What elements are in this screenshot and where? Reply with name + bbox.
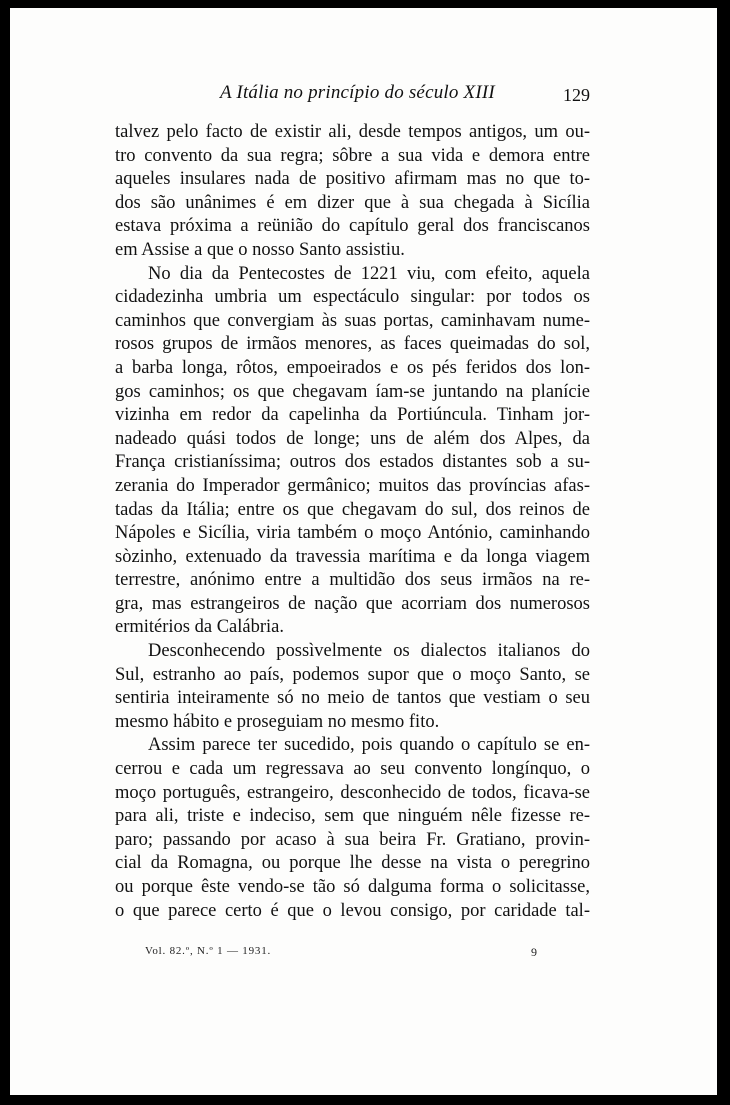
text-line: moço português, estrangeiro, desconhecido de todos, ficava-se xyxy=(115,782,590,803)
text-line: Assim parece ter sucedido, pois quando o capítulo se en- xyxy=(148,735,590,756)
text-line: ermitérios da Calábria. xyxy=(115,617,285,638)
text-line: Sul, estranho ao país, podemos supor que o moço Santo, se xyxy=(115,664,590,685)
text-line: cial da Romagna, ou porque lhe desse na vista o peregrino xyxy=(115,853,590,874)
text-line: paro; passando por acaso à sua beira Fr. Gratiano, provin- xyxy=(115,829,590,850)
text-line: Nápoles e Sicília, viria também o moço António, caminhando xyxy=(115,523,590,544)
text-line: terrestre, anónimo entre a multidão dos seus irmãos na re- xyxy=(115,570,590,591)
text-line: cerrou e cada um regressava ao seu convento longínquo, o xyxy=(115,759,590,780)
page-number: 129 xyxy=(563,85,590,105)
text-line: aqueles insulares nada de positivo afirmam mas no que to- xyxy=(115,169,590,190)
text-line: França cristianíssima; outros dos estados distantes sob a su- xyxy=(115,452,590,473)
text-line: estava próxima a reünião do capítulo geral dos franciscanos xyxy=(115,216,590,237)
text-line: para ali, triste e indeciso, sem que ninguém nêle fizesse re- xyxy=(115,806,590,827)
book-page xyxy=(10,8,717,1095)
text-line: gos caminhos; os que chegavam íam-se juntando na planície xyxy=(115,381,590,402)
text-line: rosos grupos de irmãos menores, as faces queimadas do sol, xyxy=(115,334,590,355)
text-line: mesmo hábito e proseguiam no mesmo fito. xyxy=(115,711,440,732)
text-line: No dia da Pentecostes de 1221 viu, com efeito, aquela xyxy=(148,263,590,284)
text-line: Desconhecendo possìvelmente os dialectos italianos do xyxy=(148,641,590,662)
running-head xyxy=(10,82,717,112)
text-line: caminhos que convergiam às suas portas, caminhavam nume- xyxy=(115,310,590,331)
text-line: a barba longa, rôtos, empoeirados e os pés feridos dos lon- xyxy=(115,357,590,378)
running-title: A Itália no princípio do século XIII xyxy=(220,82,495,103)
text-line: nadeado quási todos de longe; uns de além dos Alpes, da xyxy=(115,428,590,449)
text-line: sòzinho, extenuado da travessia marítima e da longa viagem xyxy=(115,546,590,567)
text-line: cidadezinha umbria um espectáculo singular: por todos os xyxy=(115,287,590,308)
body-text xyxy=(115,121,590,923)
text-line: vizinha em redor da capelinha da Portiúncula. Tinham jor- xyxy=(115,405,590,426)
text-line: o que parece certo é que o levou consigo, por caridade tal- xyxy=(115,900,590,921)
signature-mark: Vol. 82.º, N.º 1 — 1931. xyxy=(145,945,272,957)
text-line: tadas da Itália; entre os que chegavam do sul, dos reinos de xyxy=(115,499,590,520)
text-line: tro convento da sua regra; sôbre a sua vida e demora entre xyxy=(115,145,590,166)
text-line: sentiria inteiramente só no meio de tantos que vestiam o seu xyxy=(115,688,590,709)
text-line: zerania do Imperador germânico; muitos das províncias afas- xyxy=(115,475,590,496)
sheet-number: 9 xyxy=(531,945,537,959)
text-line: dos são unânimes é em dizer que à sua chegada à Sicília xyxy=(115,192,590,213)
text-line: talvez pelo facto de existir ali, desde tempos antigos, um ou- xyxy=(115,122,590,142)
text-line: em Assise a que o nosso Santo assistiu. xyxy=(115,239,405,260)
text-line: gra, mas estrangeiros de nação que acorriam dos numerosos xyxy=(115,593,590,614)
text-line: ou porque êste vendo-se tão só dalguma forma o solicitasse, xyxy=(115,877,590,897)
